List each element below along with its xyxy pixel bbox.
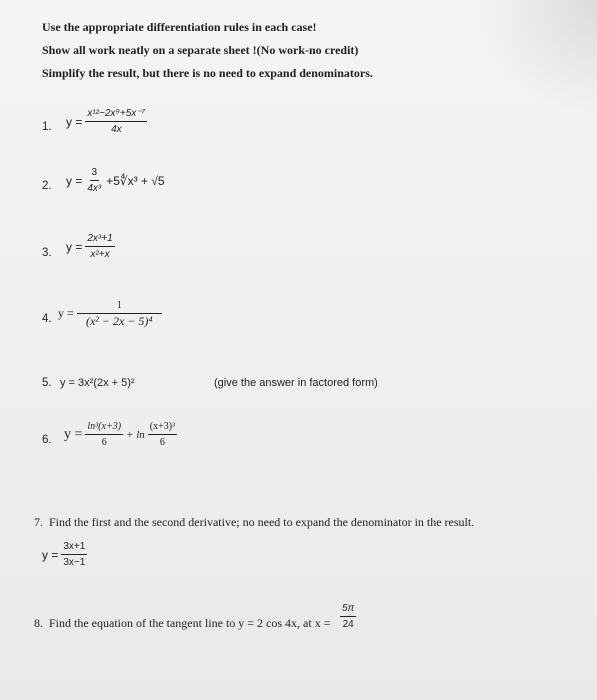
problem-4-lhs: y = [58, 306, 74, 320]
instruction-line-1: Use the appropriate differentiation rules in each case! [42, 20, 317, 34]
instruction-line-3: Simplify the result, but there is no need to expand denominators. [42, 66, 373, 80]
problem-4-fraction [77, 300, 162, 327]
problem-7-fraction [61, 541, 87, 568]
problem-3-denominator: x²+x [90, 249, 110, 260]
problem-2-fraction [85, 167, 103, 194]
problem-4-equation [58, 300, 165, 327]
problem-8-denominator: 24 [342, 619, 354, 630]
problem-6-fraction-2 [148, 421, 177, 448]
problem-7-number: 7. [34, 515, 43, 529]
problem-3-numerator: 2x³+1 [85, 233, 114, 247]
problem-8-fraction [340, 603, 356, 630]
problem-2-numerator: 3 [90, 167, 100, 181]
problem-6-lhs: y = [64, 426, 83, 442]
problem-2-rest: +5∜x³ + √5 [106, 173, 165, 188]
problem-5-number: 5. [42, 377, 52, 389]
problem-1-number: 1. [42, 121, 52, 133]
problem-1-numerator: x¹²−2x⁹+5x⁻⁷ [85, 108, 147, 122]
problem-5-note: (give the answer in factored form) [214, 377, 378, 389]
problem-6-numerator-2: (x+3)³ [148, 421, 177, 435]
page-shadow [477, 0, 597, 120]
problem-1-lhs: y = [66, 114, 83, 129]
problem-4-denominator: (x² − 2x − 5)⁴ [85, 314, 153, 328]
problem-5-equation: y = 3x²(2x + 5)² [60, 377, 135, 389]
problem-7-lhs: y = [42, 547, 59, 562]
problem-3-lhs: y = [66, 239, 83, 254]
problem-8-numerator: 5π [340, 603, 356, 617]
problem-8-x-value [337, 603, 359, 630]
problem-6-number: 6. [42, 434, 52, 446]
problem-7-numerator: 3x+1 [61, 541, 87, 555]
problem-4-numerator: 1 [77, 300, 162, 314]
problem-6-fraction-1 [85, 421, 123, 448]
problem-2-number: 2. [42, 180, 52, 192]
problem-2-lhs: y = [66, 173, 83, 188]
problem-3-fraction [85, 233, 114, 260]
problem-3-equation [66, 233, 118, 260]
problem-6-mid: + ln [126, 428, 145, 441]
problem-6-equation [64, 421, 180, 448]
problem-1-equation [66, 108, 150, 135]
problem-1-denominator: 4x [111, 124, 122, 135]
problem-3-number: 3. [42, 247, 52, 259]
problem-6-denominator-1: 6 [101, 437, 107, 448]
instruction-line-2: Show all work neatly on a separate sheet !(No work-no credit) [42, 43, 359, 57]
problem-8-text: Find the equation of the tangent line to y = 2 cos 4x, at x = [49, 616, 331, 630]
problem-2-equation [66, 167, 165, 194]
problem-8-number: 8. [34, 616, 43, 630]
problem-4-number: 4. [42, 313, 52, 325]
problem-7-equation [42, 541, 90, 568]
problem-2-denominator: 4x³ [87, 183, 102, 194]
problem-1-fraction [85, 108, 147, 135]
problem-7-text: Find the first and the second derivative; no need to expand the denominator in the result. [49, 515, 475, 529]
problem-6-denominator-2: 6 [159, 437, 165, 448]
problem-6-numerator-1: ln³(x+3) [85, 421, 123, 435]
problem-7-denominator: 3x−1 [63, 557, 86, 568]
